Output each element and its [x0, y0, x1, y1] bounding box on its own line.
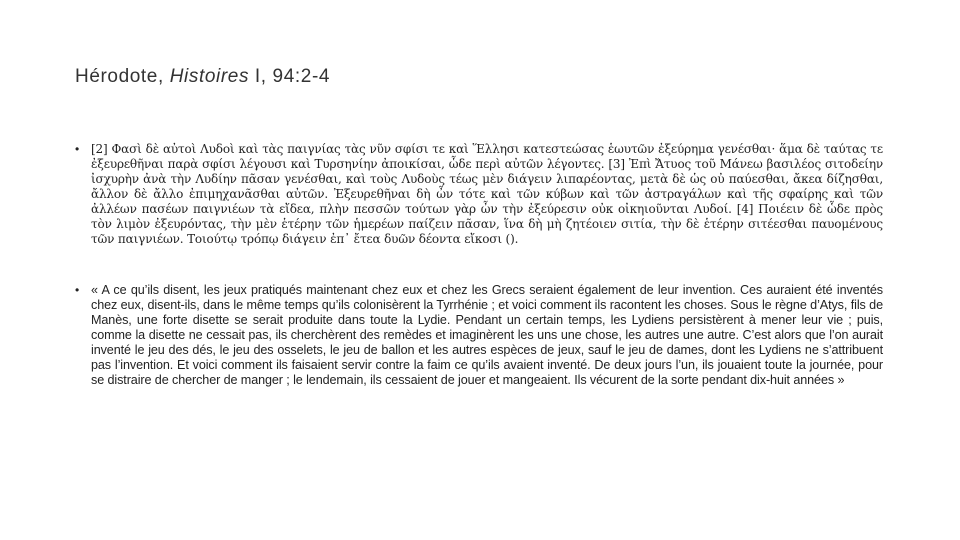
french-paragraph: « A ce qu’ils disent, les jeux pratiqués maintenant chez eux et chez les Grecs seraient également de leur invention. Ces auraient été inventés chez eux, disent-ils, dans le même temps qu’ils colonisèrent la Tyrrhénie ; et voici comment ils racontent les choses. Sous le règne d’Atys, fils de Manès, une forte disette se serait produite dans toute la Lydie. Pendant un certain temps, les Lydiens persistèrent à mener leur vie ; puis, comme la disette ne cessait pas, ils cherchèrent des remèdes et imaginèrent les uns une chose, les autres une autre. C’est alors que l’on aurait inventé le jeu des dés, le jeu des osselets, le jeu de ballon et les autres espèces de jeux, sauf le jeu de dames, dont les Lydiens ne s’attribuent pas l’invention. Et voici comment ils faisaient servir contre la faim ce qu’ils avaient inventé. De deux jours l’un, ils jouaient toute la journée, pour se distraire de chercher de manger ; le lendemain, ils cessaient de jouer et mangeaient. Ils vécurent de la sorte pendant dix-huit années » [91, 283, 883, 387]
title-author: Hérodote, [75, 66, 170, 87]
content-list [75, 142, 883, 388]
title-work: Histoires [169, 66, 250, 87]
bullet-icon: • [75, 283, 80, 297]
bullet-icon: • [75, 142, 80, 156]
slide-title [75, 66, 330, 88]
title-reference: I, 94:2-4 [249, 66, 331, 87]
list-item-greek-text [75, 142, 883, 247]
greek-paragraph: [2] Φασὶ δὲ αὐτοὶ Λυδοὶ καὶ τὰς παιγνίας τὰς νῦν σφίσι τε καὶ Ἕλλησι κατεστεώσας ἑωυτῶν ἐξεύρημα γενέσθαι· ἅμα δὲ ταύτας τε ἐξευρεθῆναι παρὰ σφίσι λέγουσι καὶ Τυρσηνίην ἀποικίσαι, ὧδε περὶ αὐτῶν λέγοντες. [3] Ἐπὶ Ἄτυος τοῦ Μάνεω βασιλέος σιτοδείην ἰσχυρὴν ἀνὰ τὴν Λυδίην πᾶσαν γενέσθαι, καὶ τοὺς Λυδοὺς τέως μὲν διάγειν λιπαρέοντας, μετὰ δὲ ὡς οὐ παύεσθαι, ἄκεα δίζησθαι, ἄλλον δὲ ἄλλο ἐπιμηχανᾶσθαι αὐτῶν. Ἐξευρεθῆναι δὴ ὦν τότε καὶ τῶν κύβων καὶ τῶν ἀστραγάλων καὶ τῆς σφαίρης καὶ τῶν ἀλλέων πασέων παιγνιέων τὰ εἴδεα, πλὴν πεσσῶν τούτων γὰρ ὦν τὴν ἐξεύρεσιν οὐκ οἰκηιοῦνται Λυδοί. [4] Ποιέειν δὲ ὧδε πρὸς τὸν λιμὸν ἐξευρόντας, τὴν μὲν ἑτέρην τῶν ἡμερέων παίζειν πᾶσαν, ἵνα δὴ μὴ ζητέοιεν σιτία, τὴν δὲ ἑτέρην σιτέεσθαι παυομένους τῶν παιγνιέων. Τοιούτῳ τρόπῳ διάγειν ἐπ᾽ ἔτεα δυῶν δέοντα εἴκοσι (). [91, 142, 883, 246]
list-item-french-translation [75, 283, 883, 388]
